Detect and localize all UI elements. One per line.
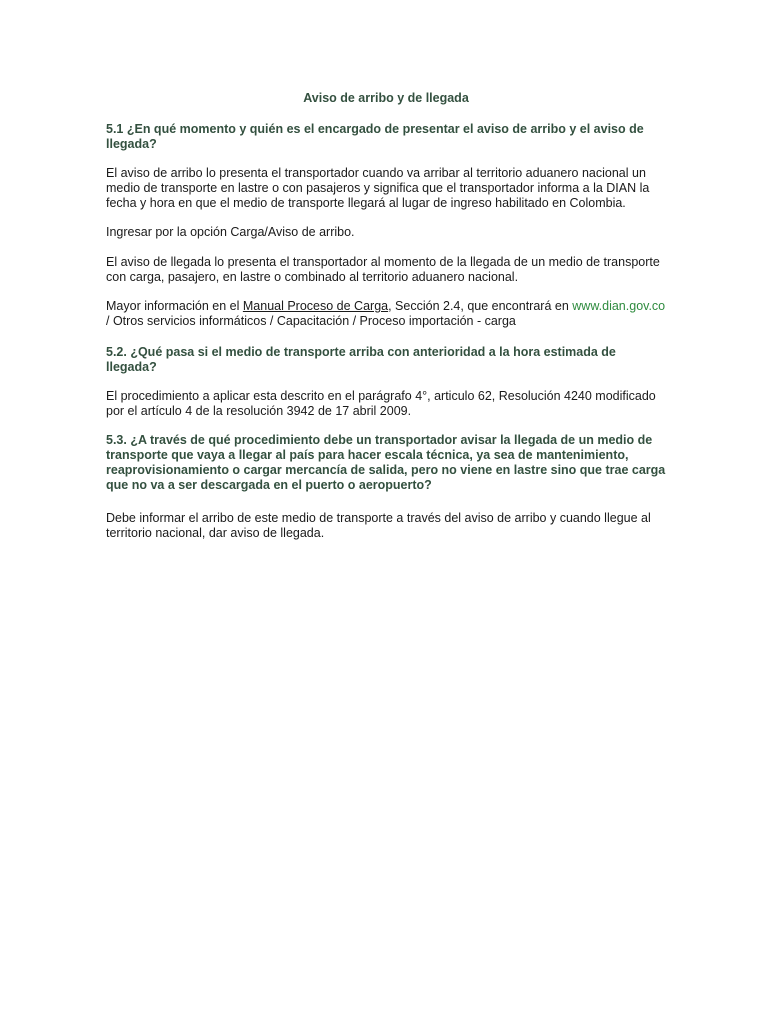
- answer-5-1-paragraph-3: El aviso de llegada lo presenta el transportador al momento de la llegada de un medio de transporte con carga, pasajero, en lastre o combinado al territorio aduanero nacional.: [106, 255, 660, 284]
- more-info-middle: , Sección 2.4, que encontrará en: [388, 299, 573, 313]
- question-5-2: 5.2. ¿Qué pasa si el medio de transporte arriba con anterioridad a la hora estimada de llegada?: [106, 345, 616, 374]
- more-info-suffix: / Otros servicios informáticos / Capacitación / Proceso importación - carga: [106, 314, 516, 328]
- page-title: Aviso de arribo y de llegada: [303, 91, 469, 105]
- question-5-3: 5.3. ¿A través de qué procedimiento debe un transportador avisar la llegada de un medio de transporte que vaya a llegar al país para hacer escala técnica, ya sea de mantenimiento, reaprovisionamiento o cargar mercancía de salida, pero no viene en lastre sino que trae carga que no va a ser descargada en el puerto o aeropuerto?: [106, 433, 666, 492]
- answer-5-1-paragraph-2: Ingresar por la opción Carga/Aviso de arribo.: [106, 225, 355, 239]
- answer-5-2: El procedimiento a aplicar esta descrito en el parágrafo 4°, articulo 62, Resolución 4240 modificado por el artículo 4 de la resolución 3942 de 17 abril 2009.: [106, 389, 656, 418]
- more-info-prefix: Mayor información en el: [106, 299, 243, 313]
- question-5-1: 5.1 ¿En qué momento y quién es el encargado de presentar el aviso de arribo y el aviso de llegada?: [106, 122, 644, 151]
- dian-website-link[interactable]: www.dian.gov.co: [572, 299, 666, 313]
- manual-proceso-carga-link[interactable]: Manual Proceso de Carga: [242, 299, 389, 313]
- answer-5-1-more-info: [106, 299, 666, 329]
- answer-5-3: Debe informar el arribo de este medio de transporte a través del aviso de arribo y cuando llegue al territorio nacional, dar aviso de llegada.: [106, 511, 651, 540]
- answer-5-1-paragraph-1: El aviso de arribo lo presenta el transportador cuando va arribar al territorio aduanero nacional un medio de transporte en lastre o con pasajeros y significa que el transportador informa a la DIAN la fecha y hora en que el medio de transporte llegará al lugar de ingreso habilitado en Colombia.: [106, 166, 650, 210]
